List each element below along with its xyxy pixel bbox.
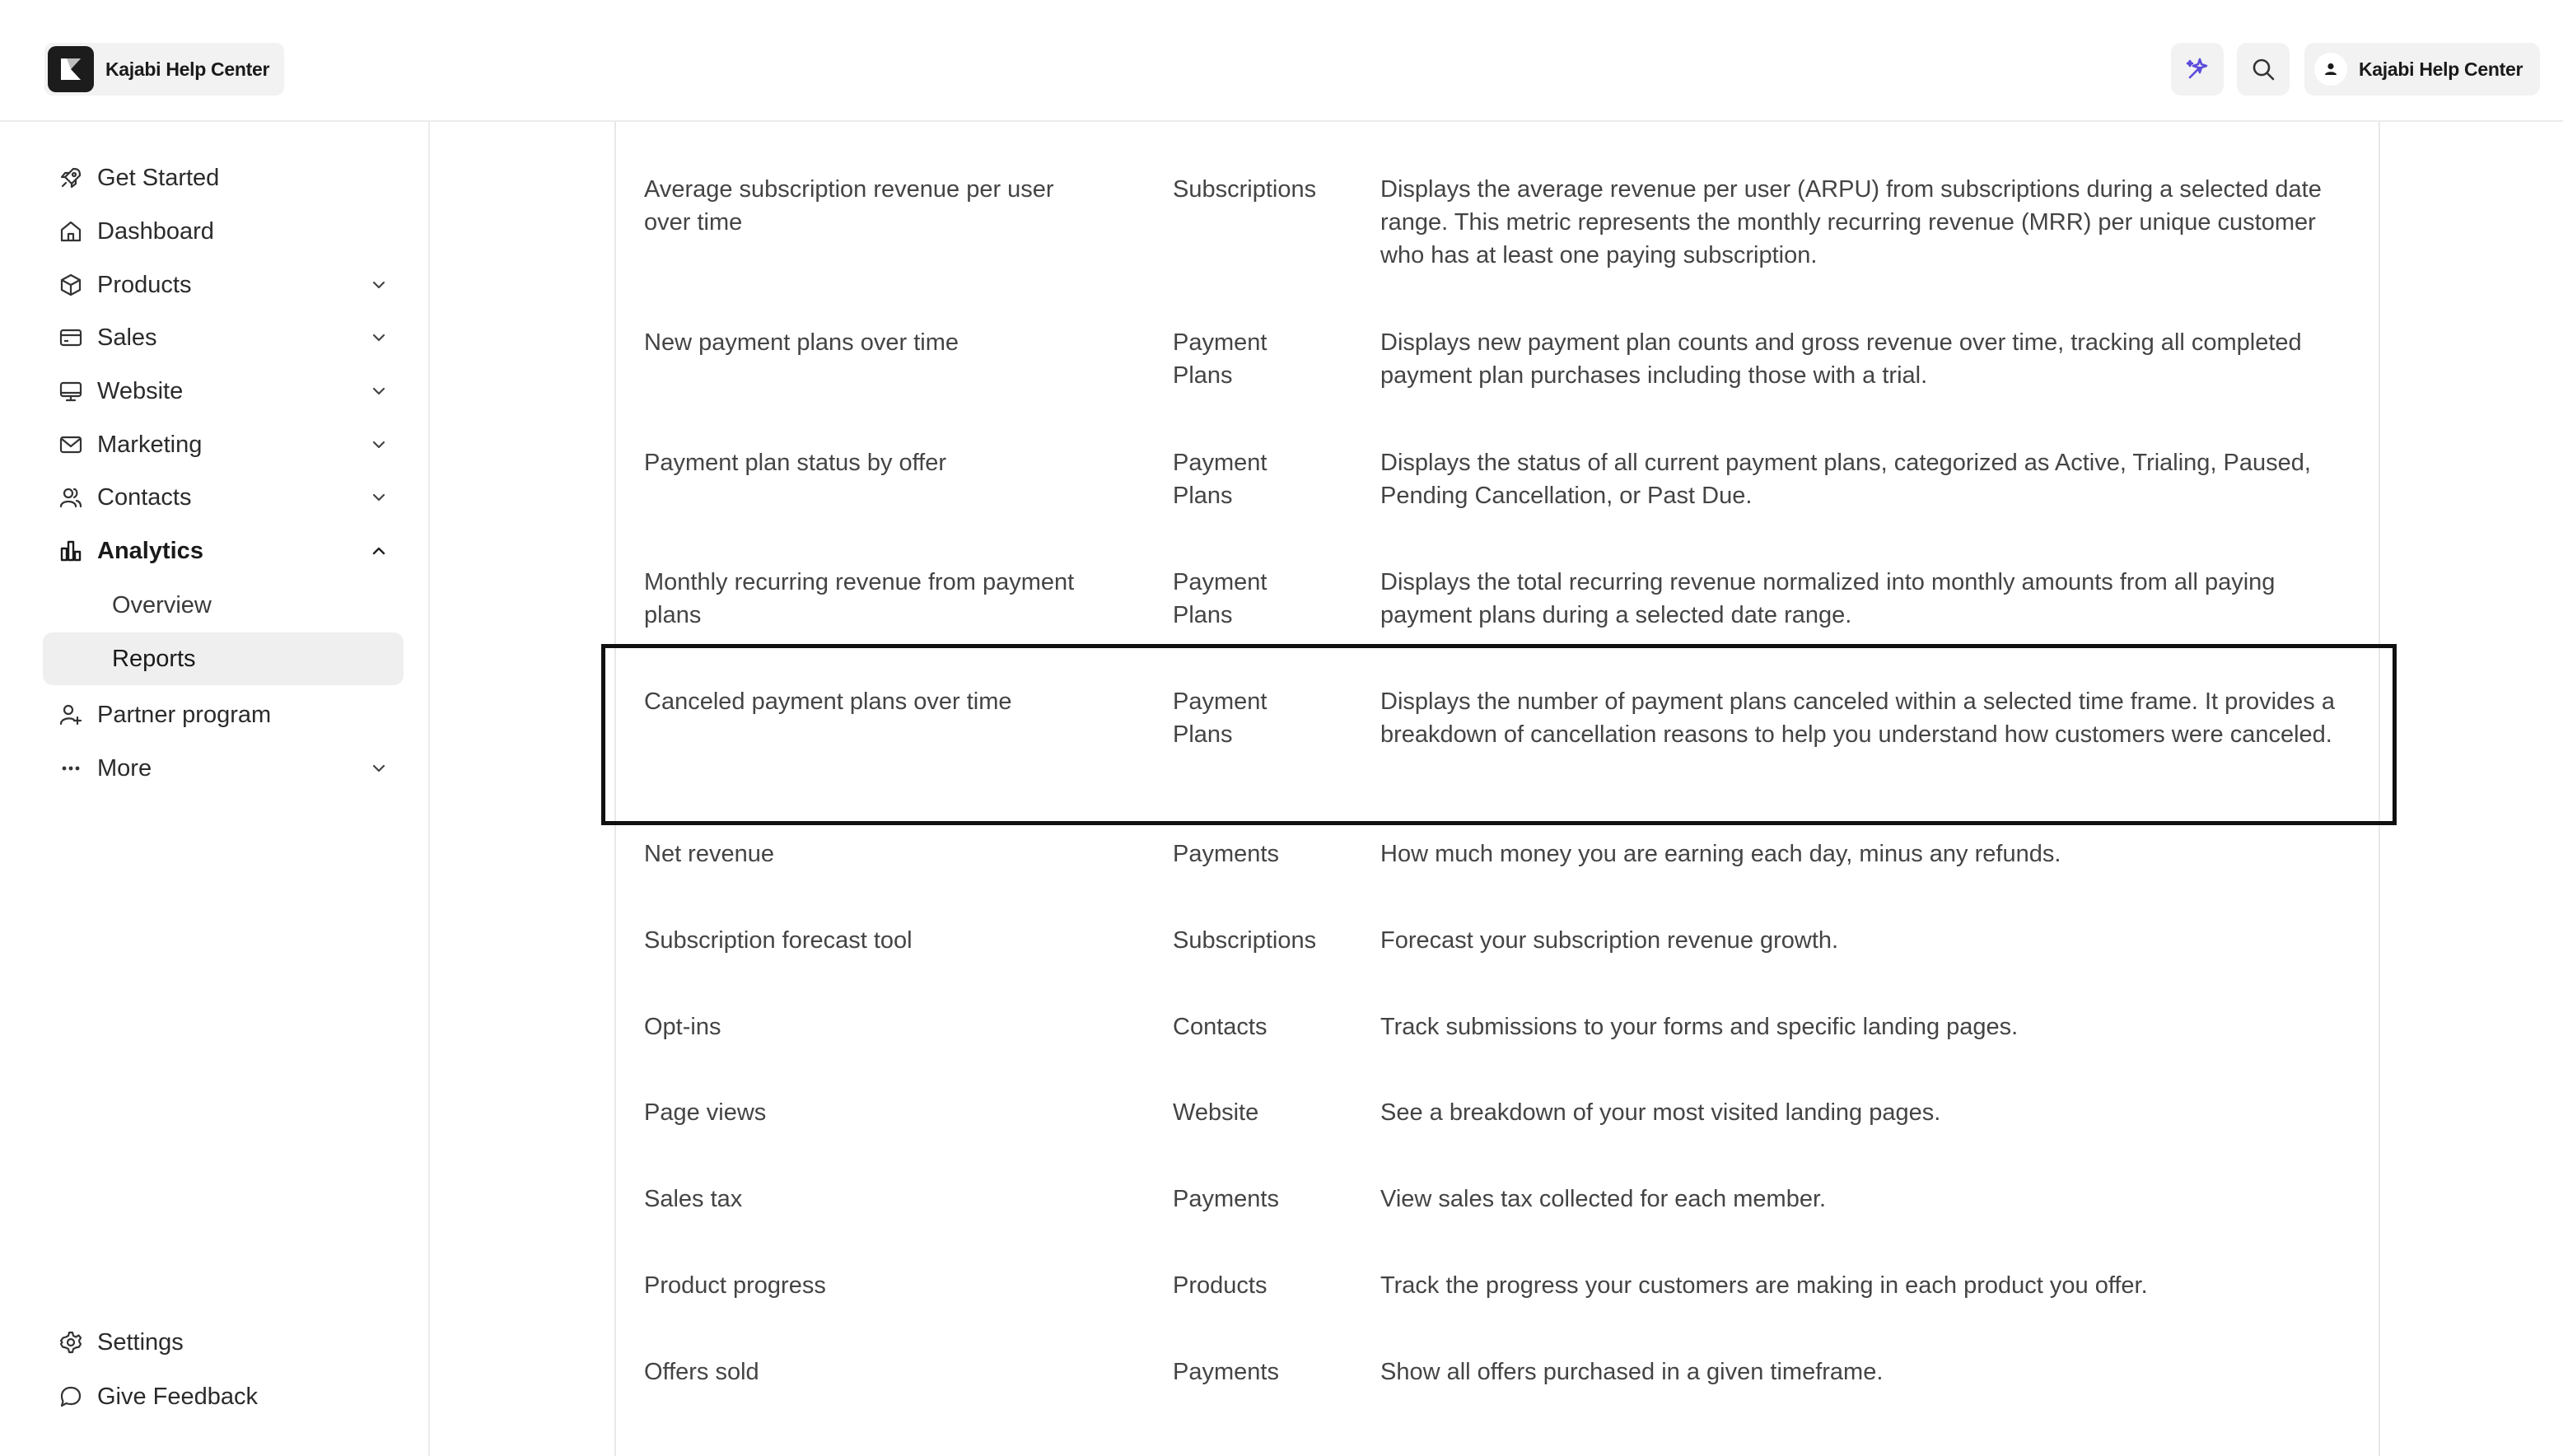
chevron-up-icon[interactable] (364, 536, 394, 566)
sidebar-item-give-feedback[interactable] (43, 1370, 404, 1423)
report-name: Opt-ins (644, 1014, 721, 1040)
chevron-down-icon[interactable] (364, 323, 394, 352)
report-name: Page views (644, 1099, 767, 1126)
report-category: Payments (1173, 841, 1279, 867)
user-plus-icon (56, 700, 86, 730)
sidebar-item-sales[interactable] (43, 311, 404, 364)
report-description: Forecast your subscription revenue growth. (1380, 927, 1839, 954)
sidebar-item-more[interactable] (43, 742, 404, 795)
sidebar-item-label: Website (97, 377, 184, 404)
report-name: Payment plan status by offer (644, 450, 947, 476)
sparkle-icon (2183, 55, 2211, 83)
search-button[interactable] (2237, 43, 2290, 96)
report-description: Track the progress your customers are making in each product you offer. (1380, 1272, 2148, 1299)
report-description: Displays the status of all current payment plans, categorized as Active, Trialing, Paused, Pending Cancellation, or Past Due. (1380, 450, 2311, 509)
report-category: Website (1173, 1099, 1259, 1126)
sidebar-item-label: More (97, 754, 152, 782)
report-category: Payment Plans (1173, 329, 1267, 389)
sidebar-item-label: Get Started (97, 164, 220, 191)
sidebar-item-label: Dashboard (97, 217, 214, 245)
sidebar-item-analytics[interactable] (43, 525, 404, 577)
report-description: Displays the average revenue per user (ARPU) from subscriptions during a selected date range. This metric represents the monthly recurring revenue (MRR) per unique customer who has at least one paying subscription. (1380, 176, 2322, 268)
report-description: How much money you are earning each day, minus any refunds. (1380, 841, 2061, 867)
box-icon (56, 270, 86, 300)
report-description: Track submissions to your forms and specific landing pages. (1380, 1014, 2019, 1040)
sidebar-item-get-started[interactable] (43, 152, 404, 204)
report-description: Displays the total recurring revenue normalized into monthly amounts from all paying payment plans during a selected date range. (1380, 569, 2276, 628)
chevron-down-icon[interactable] (364, 270, 394, 300)
chat-bubble-icon (56, 1382, 86, 1412)
chart-icon (56, 536, 86, 566)
credit-card-icon (56, 323, 86, 352)
sidebar-item-website[interactable] (43, 365, 404, 418)
gear-icon (56, 1328, 86, 1357)
report-name: Subscription forecast tool (644, 927, 913, 954)
report-name: Offers sold (644, 1359, 759, 1385)
sidebar-nav (16, 122, 430, 1456)
report-description: Displays the number of payment plans canceled within a selected time frame. It provides a breakdown of cancellation reasons to help you understand how customers were canceled. (1380, 688, 2335, 748)
sidebar-item-label: Contacts (97, 483, 192, 511)
sidebar-item-dashboard[interactable] (43, 205, 404, 258)
chevron-down-icon[interactable] (364, 754, 394, 783)
sidebar-subitem-overview[interactable] (43, 579, 404, 632)
users-icon (56, 483, 86, 512)
ai-assistant-button[interactable] (2171, 43, 2224, 96)
rocket-icon (56, 163, 86, 193)
user-icon (2314, 53, 2347, 86)
report-name: Product progress (644, 1272, 826, 1299)
report-category: Subscriptions (1173, 927, 1317, 954)
report-category: Subscriptions (1173, 176, 1317, 203)
sidebar-item-label: Partner program (97, 701, 272, 728)
search-icon (2250, 56, 2276, 82)
account-button[interactable] (2304, 43, 2540, 96)
brand-home-link[interactable] (44, 43, 284, 96)
report-category: Payment Plans (1173, 569, 1267, 628)
sidebar-item-label: Overview (112, 591, 212, 618)
report-category: Payments (1173, 1186, 1279, 1212)
chevron-down-icon[interactable] (364, 376, 394, 406)
sidebar-item-contacts[interactable] (43, 471, 404, 524)
monitor-icon (56, 376, 86, 406)
report-name: Canceled payment plans over time (644, 688, 1012, 715)
chevron-down-icon[interactable] (364, 483, 394, 512)
sidebar-item-marketing[interactable] (43, 418, 404, 471)
top-bar (0, 0, 2563, 122)
sidebar-item-partner-program[interactable] (43, 688, 404, 741)
home-icon (56, 217, 86, 246)
mail-icon (56, 430, 86, 460)
report-category: Payments (1173, 1359, 1279, 1385)
account-name: Kajabi Help Center (2359, 58, 2523, 80)
report-category: Payment Plans (1173, 450, 1267, 509)
sidebar-item-products[interactable] (43, 259, 404, 311)
report-description: View sales tax collected for each member. (1380, 1186, 1827, 1212)
sidebar-item-label: Products (97, 271, 192, 298)
report-description: See a breakdown of your most visited landing pages. (1380, 1099, 1941, 1126)
sidebar-item-label: Analytics (97, 537, 203, 564)
chevron-down-icon[interactable] (364, 430, 394, 460)
report-name: Sales tax (644, 1186, 743, 1212)
report-description: Displays new payment plan counts and gross revenue over time, tracking all completed payment plan purchases including those with a trial. (1380, 329, 2302, 389)
sidebar-item-settings[interactable] (43, 1316, 404, 1369)
report-name: Net revenue (644, 841, 774, 867)
row-highlight-box (601, 644, 2397, 825)
kajabi-logo-icon (48, 46, 94, 92)
brand-name: Kajabi Help Center (105, 58, 270, 80)
more-dots-icon (56, 754, 86, 783)
sidebar-subitem-reports[interactable] (43, 632, 404, 685)
sidebar-item-label: Marketing (97, 431, 203, 458)
sidebar-item-label: Settings (97, 1328, 184, 1356)
sidebar-item-label: Sales (97, 324, 157, 351)
sidebar-item-label: Reports (112, 645, 196, 672)
report-description: Show all offers purchased in a given timeframe. (1380, 1359, 1884, 1385)
report-name: New payment plans over time (644, 329, 959, 356)
report-category: Contacts (1173, 1014, 1267, 1040)
report-name: Average subscription revenue per user over time (644, 176, 1054, 236)
report-category: Payment Plans (1173, 688, 1267, 748)
report-category: Products (1173, 1272, 1267, 1299)
sidebar-item-label: Give Feedback (97, 1383, 259, 1410)
report-name: Monthly recurring revenue from payment plans (644, 569, 1075, 628)
